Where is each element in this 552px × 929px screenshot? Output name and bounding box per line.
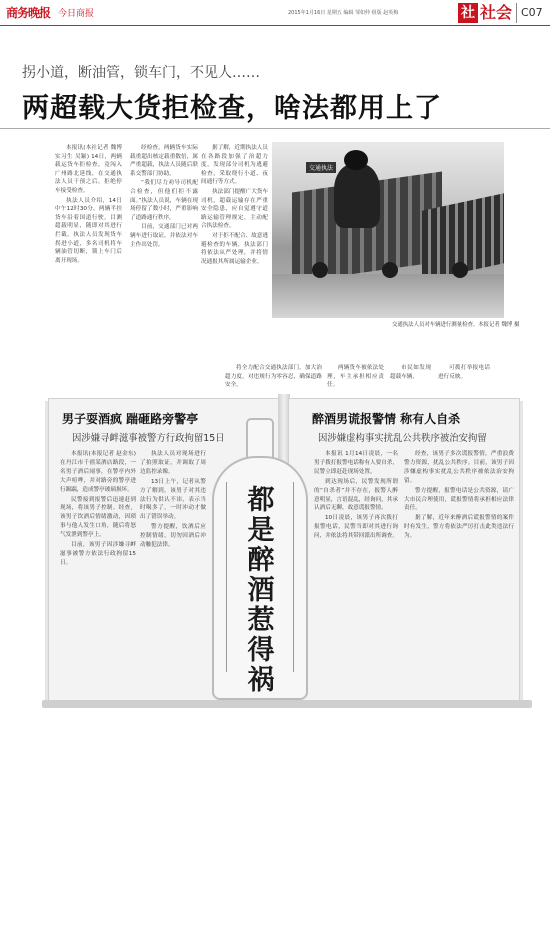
wheel-image — [382, 262, 398, 278]
bottle-caption-char: 醉 — [247, 545, 275, 576]
paragraph: 民警接到报警后迅速赶到现场，将该男子控制。经查，该男子饮酒后情绪激动，因琐事与他人发生口角，随后将怒气发泄到警亭上。 — [60, 496, 136, 539]
paragraph: 将全力配合交通执法部门，加大治超力度，对违规行为零容忍，确保道路安全。 — [225, 365, 322, 389]
news-photo — [272, 142, 504, 318]
story2-headline: 男子耍酒疯 踹砸路旁警亭 — [62, 412, 199, 426]
story3-deck: 因涉嫌虚构事实扰乱公共秩序被治安拘留 — [318, 433, 487, 444]
story2-deck: 因涉嫌寻衅滋事被警方行政拘留15日 — [72, 433, 225, 444]
paragraph: 目前，交通部门已对两辆车进行取证，并依法对车主作出处罚。 — [130, 224, 198, 248]
road-image — [272, 274, 504, 318]
bottle-illustration — [212, 418, 308, 700]
story2-column-2 — [140, 450, 206, 688]
paragraph: 10日凌晨，该男子再次拨打报警电话，民警当即对其进行询问，并依法将其带回派出所调查。 — [314, 515, 398, 540]
paragraph: 本报讯 1月14日凌晨，一名男子拨打报警电话称有人要自杀，民警立即赶赴现场处置。 — [314, 451, 398, 475]
officer-figure — [334, 164, 380, 228]
date-line: 2015年1月16日 星期五 编辑 邹如仲 组版 赵英梅 — [288, 10, 399, 16]
masthead — [0, 0, 550, 26]
story2-column-1 — [60, 450, 136, 688]
paragraph: 本报讯(本社记者 魏博 实习生 吴颖) 14日，两辆载运货车拒检查，竟闯入广州路北延线，在交通执法人员干预之后，拒绝停车接受检查。 — [55, 145, 122, 194]
paragraph: 两辆货车被依法处理，车主承担相应责任。 — [327, 365, 384, 389]
bottle-caption-char: 酒 — [247, 575, 275, 606]
paragraph: 经检查，两辆货车实际载重超出核定载重数倍，属严重超载，执法人员随后联系交警部门协助。 — [130, 145, 198, 177]
story3-column-1 — [314, 450, 398, 688]
paragraph: 目前，该男子因涉嫌寻衅滋事被警方依法行政拘留15日。 — [60, 542, 136, 566]
paragraph: 可拨打举报电话进行反映。 — [438, 365, 490, 380]
story3-column-2 — [404, 450, 514, 688]
story3-headline: 醉酒男谎报警情 称有人自杀 — [312, 412, 461, 426]
newspaper-logo: 商务晚报 — [6, 6, 51, 20]
paragraph: 据了解，近期执法人员在各路段加强了治超力度，发现部分司机为逃避检查，采取绕行小道、夜间通行等方式。 — [201, 145, 268, 186]
paragraph: 13日上午，记者从警方了解到，该男子对其违法行为供认不讳，表示当时喝多了，一时冲动才做出了错误举动。 — [140, 478, 206, 521]
officer-vest-text: 交通执法 — [306, 162, 336, 173]
bottle-caption-char: 是 — [247, 515, 275, 546]
story-column-4 — [225, 364, 322, 389]
story-column-5 — [327, 364, 384, 389]
officer-head — [344, 150, 368, 170]
paragraph: “我们尽力劝导司机配合检查，但他们拒不露面。”执法人员说，车辆在现场停留了数小时，严重影响了道路通行秩序。 — [130, 180, 198, 221]
book-base — [42, 700, 532, 708]
paragraph: 据了解，近年来醉酒后谎报警情的案件时有发生，警方将依法严厉打击此类违法行为。 — [404, 515, 514, 540]
story-column-6 — [390, 364, 431, 384]
bottle-caption-char: 都 — [247, 485, 275, 516]
paragraph: 执法部门提醒广大货车司机，超载运输存在严重安全隐患，应自觉遵守道路运输管理规定，主动配合执法检查。 — [201, 188, 268, 230]
section-name: 社会 — [480, 3, 513, 22]
paragraph: 本报讯(本报记者 赵金东) 在丹江市千禧某酒店路段，一名男子酒后闹事，在警亭内外大声喧哗，并对路旁的警亭进行踢踹，造成警亭玻璃损坏。 — [60, 451, 136, 493]
bottle-caption-char: 祸 — [247, 665, 275, 696]
paragraph: 市民如发现超载车辆， — [390, 365, 431, 380]
story-headline: 两超载大货拒检查，啥法都用上了 — [22, 93, 442, 124]
paragraph: 对于拒不配合、故意逃避检查的车辆，执法部门将依法从严处理，并将情况通报其所属运输企业。 — [201, 232, 268, 265]
paragraph: 到达现场后，民警发现所谓的“自杀者”并不存在，报警人醉意明显，言语混乱，经询问，其承认酒后无聊，故意谎报警情。 — [314, 478, 398, 512]
section-badge: 社 — [458, 3, 478, 23]
bottle-neck — [246, 418, 274, 458]
newspaper-subtitle: 今日商报 — [58, 9, 95, 19]
story-column-3 — [201, 144, 268, 364]
paragraph: 警方提醒，报警电话是公共资源，请广大市民合理使用，谎报警情将承担相应法律责任。 — [404, 487, 514, 512]
paragraph: 警方提醒，饮酒后应控制情绪，切勿因酒后冲动触犯法律。 — [140, 524, 206, 549]
headline-divider — [0, 128, 550, 129]
story-column-2 — [130, 144, 198, 372]
bottle-caption-char: 得 — [247, 635, 275, 666]
page-number: C07 — [516, 3, 543, 23]
story-column-1 — [55, 144, 122, 372]
paragraph: 执法人员对现场进行了拍照取证，并调取了周边监控录像。 — [140, 451, 206, 475]
story-kicker: 拐小道，断油管，锁车门，不见人…… — [22, 65, 260, 81]
bottle-label — [226, 482, 294, 696]
wheel-image — [312, 262, 328, 278]
paragraph: 执法人员介绍，14日中午12时30分，两辆半挂货车沿着国道行驶，目测超载明显，随即对其进行拦截。执法人员发现货车拐进小道，多名司机将车辆油管切断，锁上车门后离开现场。 — [55, 197, 122, 264]
photo-caption: 交通执法人员对车辆进行测量检查。本报记者 魏博 摄 — [392, 322, 520, 328]
story-column-7 — [438, 364, 490, 384]
wheel-image — [452, 262, 468, 278]
bottle-caption-char: 惹 — [247, 605, 275, 636]
paragraph: 经查，该男子多次谎报警情，严重浪费警力资源，扰乱公共秩序。目前，该男子因涉嫌虚构事实扰乱公共秩序被依法治安拘留。 — [404, 451, 514, 484]
